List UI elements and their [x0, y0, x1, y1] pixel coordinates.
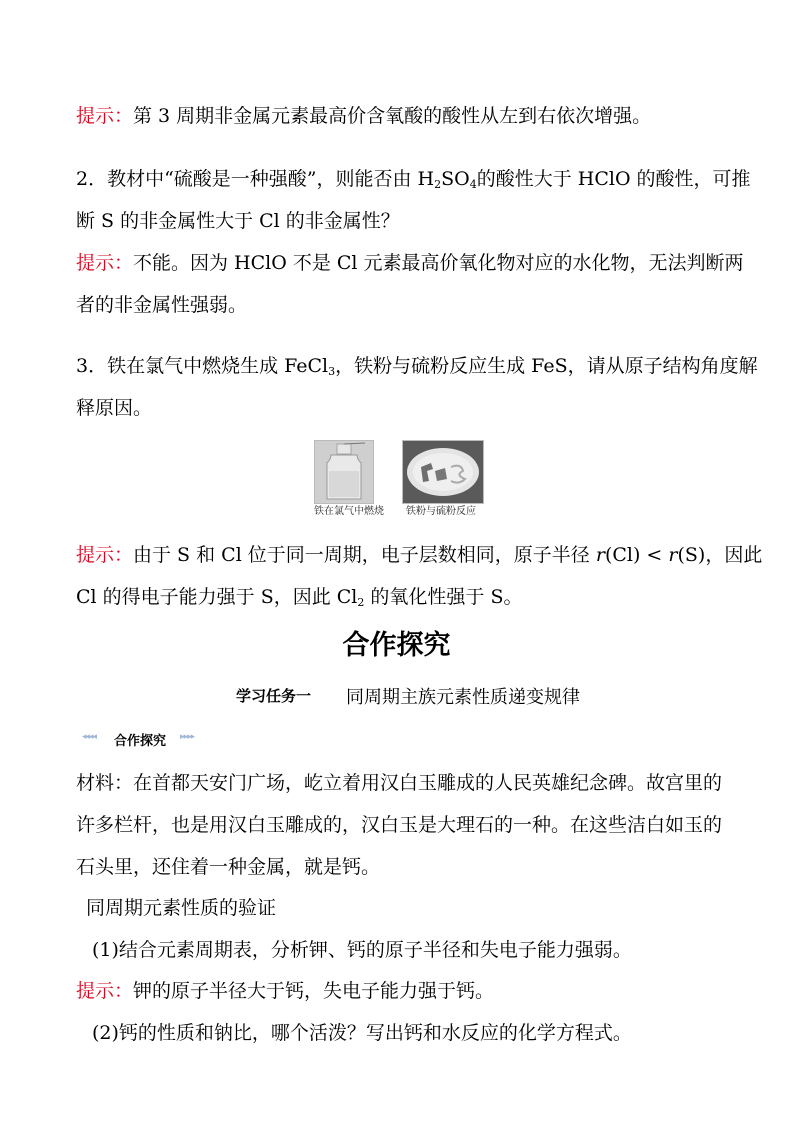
- q3-text-a: 3．铁在氯气中燃烧生成 FeCl: [76, 355, 329, 377]
- hint-label: 提示：: [76, 105, 134, 127]
- cooperative-badge: [82, 728, 208, 750]
- q3-sub: 3: [328, 365, 336, 378]
- q2-question-line2: 断 S 的非金属性大于 Cl 的非金属性？: [76, 210, 400, 232]
- hint-text: 钾的原子半径大于钙，失电子能力强于钙。: [133, 980, 495, 1002]
- material-hint: [76, 979, 733, 1003]
- hint-sub: 2: [357, 596, 365, 609]
- material-subhead: 同周期元素性质的验证: [86, 897, 277, 919]
- q2-text-a: 2．教材中“硫酸是一种强酸”，则能否由 H: [76, 168, 435, 190]
- material-line3: 石头里，还住着一种金属，就是钙。: [76, 856, 381, 878]
- q2-text-b: SO: [441, 168, 470, 190]
- hint-text-a: 由于 S 和 Cl 位于同一周期，电子层数相同，原子半径: [133, 544, 596, 566]
- q3-text-b: ，铁粉与硫粉反应生成 FeS，请从原子结构角度解: [335, 355, 758, 377]
- material-line1: 材料：在首都天安门广场，屹立着用汉白玉雕成的人民英雄纪念碑。故宫里的: [76, 772, 723, 794]
- q2-sub1: 2: [434, 178, 442, 191]
- material-item1: (1)结合元素周期表，分析钾、钙的原子半径和失电子能力强弱。: [92, 939, 632, 961]
- q2-hint-line2: 者的非金属性强弱。: [76, 294, 248, 316]
- badge-label: 合作探究: [114, 734, 167, 749]
- hint-text: 第 3 周期非金属元素最高价含氧酸的酸性从左到右依次增强。: [133, 105, 652, 127]
- hint-text-b: (Cl) <: [604, 544, 669, 566]
- hint-text-b: 的氧化性强于 S。: [364, 586, 523, 608]
- hint-label: 提示：: [76, 544, 134, 566]
- q1-hint: [76, 104, 733, 128]
- q3-question-line1: [76, 354, 758, 378]
- badge-dots-right: ▸▸▸▸: [180, 732, 195, 742]
- q3-hint-line2: [76, 585, 733, 609]
- q3-hint-line1: [76, 543, 763, 567]
- photo-caption-2: 铁粉与硫粉反应: [406, 506, 476, 517]
- hint-label: 提示：: [76, 980, 134, 1002]
- q2-hint-line1: [76, 251, 744, 275]
- hint-text: 不能。因为 HClO 不是 Cl 元素最高价氧化物对应的水化物，无法判断两: [133, 252, 744, 274]
- material-line2: 许多栏杆，也是用汉白玉雕成的，汉白玉是大理石的一种。在这些洁白如玉的: [76, 814, 723, 836]
- radius-symbol: r: [595, 544, 605, 566]
- section-title: 合作探究: [342, 630, 451, 661]
- dish-icon: [403, 441, 483, 503]
- q2-text-c: 的酸性大于 HClO 的酸性，可推: [476, 168, 751, 190]
- q2-question-line1: [76, 167, 751, 191]
- q2-sub2: 4: [469, 178, 477, 191]
- hint-text-a: Cl 的得电子能力强于 S，因此 Cl: [76, 586, 358, 608]
- hint-text-c: (S)，因此: [677, 544, 763, 566]
- material-item2: (2)钙的性质和钠比，哪个活泼？写出钙和水反应的化学方程式。: [92, 1022, 632, 1044]
- iron-chlorine-photo: [314, 440, 374, 504]
- task-label: 学习任务一: [236, 687, 312, 705]
- bottle-icon: [315, 441, 373, 503]
- badge-dots-left: ◂◂◂◂: [82, 732, 97, 742]
- iron-sulfur-photo: [402, 440, 484, 504]
- q3-question-line2: 释原因。: [76, 397, 153, 419]
- photo-caption-1: 铁在氯气中燃烧: [314, 506, 384, 517]
- hint-label: 提示：: [76, 252, 134, 274]
- radius-symbol: r: [668, 544, 678, 566]
- task-title: 同周期主族元素性质递变规律: [346, 687, 580, 708]
